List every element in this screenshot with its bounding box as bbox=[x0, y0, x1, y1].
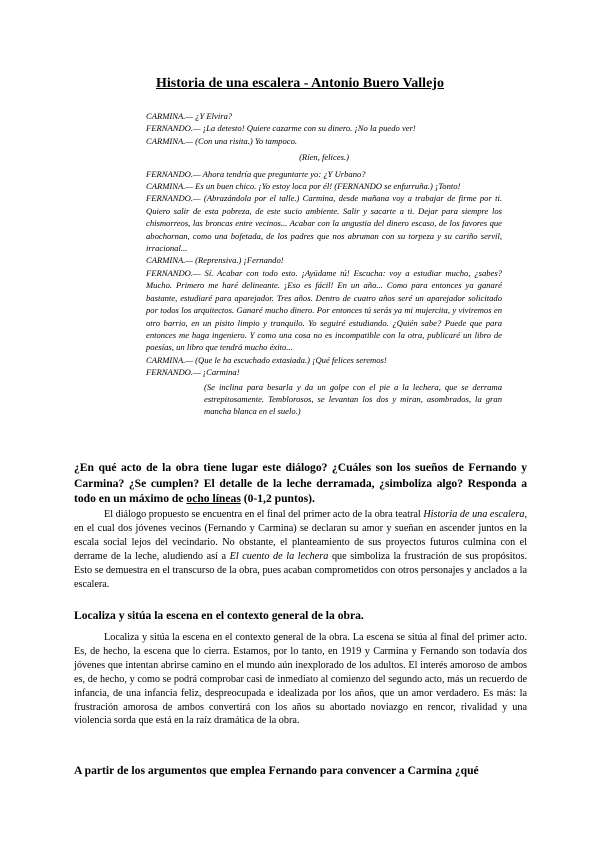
question-tail: (0-1,2 puntos). bbox=[240, 492, 315, 505]
question-1 bbox=[74, 460, 527, 507]
dialogue-line: CARMINA.— ¿Y Elvira? bbox=[146, 111, 233, 121]
dialogue-line: FERNANDO.— Sí. Acabar con todo esto. ¡Ayúdame tú! Escucha: voy a estudiar mucho, ¿sabes? Mucho. Primero me haré delineante. ¡Eso es fácil! En un año... Como para entonces ya ganaré bastante, estudiaré para aparejador. Tres años. Dentro de cuatro años seré un aparejador solicitado por todos los arquitectos. Ganaré mucho dinero. Por entonces tú serás ya mi mujercita, y viviremos en otro barrio, en un pisito limpio y tranquilo. Yo seguiré estudiando. ¿Quién sabe? Puede que para entonces me haga ingeniero. Y como una cosa no es incompatible con la otra, publicaré un libro de poesías, un libro que tendrá mucho éxito... bbox=[146, 267, 502, 353]
answer-text: Localiza y sitúa la escena en el contexto general de la obra. La escena se sitúa al final del primer acto. Es, de hecho, la escena que lo cierra. Estamos, por lo tanto, en 1919 y Carmina y Fernando son todavía dos jóvenes que intentan abrirse camino en el mundo aún inexplorado de los adultos. El interés amoroso de ambos es, de hecho, y como se podrá comprobar casi de inmediato al comienzo del segundo acto, más un recuerdo de infancia, de una infancia feliz, despreocupada e idealizada por los años, que un amor verdadero. Es más: la frustración amorosa de ambos convertirá con los años su abortado noviazgo en rencor, rivalidad y una violencia sorda que está en la raíz dramática de la obra. bbox=[74, 632, 527, 727]
answer-2 bbox=[74, 631, 527, 728]
stage-direction: (Se inclina para besarla y da un golpe con el pie a la lechera, que se derrama estrepitosamente. Temblorosos, se levantan los dos y miran, asombrados, la gran mancha blanca en el suelo.) bbox=[204, 381, 502, 417]
dialogue-excerpt bbox=[146, 110, 502, 418]
answer-italic: El cuento de la lechera bbox=[229, 550, 329, 562]
dialogue-line: CARMINA.— Es un buen chico. ¡Yo estoy loca por él! (FERNANDO se enfurruña.) ¡Tonto! bbox=[146, 181, 461, 192]
dialogue-line: CARMINA.— (Reprensiva.) ¡Fernando! bbox=[146, 255, 284, 266]
stage-direction: (Ríen, felices.) bbox=[299, 152, 349, 163]
dialogue-line: FERNANDO.— (Abrazándola por el talle.) Carmina, desde mañana voy a trabajar de firme por ti. Quiero salir de esta pobreza, de este sucio ambiente. Salir y sacarte a ti. Dejar para siempre los chismorreos, las broncas entre vecinos... Acabar con la angustia del dinero escaso, de los favores que abochornan, como una bofetada, de los padres que nos abruman con su torpeza y su cariño servil, irracional... bbox=[146, 193, 502, 254]
question-2: Localiza y sitúa la escena en el contexto general de la obra. bbox=[74, 609, 364, 622]
dialogue-line: FERNANDO.— ¡Carmina! bbox=[146, 367, 240, 378]
dialogue-line: FERNANDO.— Ahora tendría que preguntarte yo: ¿Y Urbano? bbox=[146, 168, 366, 179]
answer-italic: Historia de una escalera bbox=[423, 509, 525, 520]
document-title: Historia de una escalera - Antonio Buero Vallejo bbox=[156, 76, 444, 91]
answer-text: El diálogo propuesto se encuentra en el final del primer acto de la obra teatral bbox=[104, 509, 424, 520]
question-underlined: ocho líneas bbox=[186, 492, 241, 505]
dialogue-line: CARMINA.— (Que le ha escuchado extasiada.) ¡Qué felices seremos! bbox=[146, 354, 387, 365]
dialogue-line: FERNANDO.— ¡La detesto! Quiere cazarme con su dinero. ¡No la puedo ver! bbox=[146, 123, 416, 134]
question-text: ¿En qué acto de la obra tiene lugar este diálogo? ¿Cuáles son los sueños de Fernando y Carmina? ¿Se cumplen? El detalle de la leche derramada, ¿simboliza algo? Responda a todo en un máximo de bbox=[74, 461, 527, 505]
question-3: A partir de los argumentos que emplea Fernando para convencer a Carmina ¿qué bbox=[74, 764, 479, 777]
answer-text: , en el cual dos jóvenes vecinos (Fernando y Carmina) se declaran su amor y sueñan en ascender juntos en la escala social lejos del vecindario. No obstante, el planteamiento de sus proyectos futuros culmina con el derrame de la leche, aludiendo así a bbox=[74, 509, 527, 562]
answer-text: que simboliza la frustración de sus propósitos. Esto se demuestra en el transcurso de la obra, pues acaban comprometidos con otros personajes y anclados a la escalera. bbox=[74, 550, 528, 590]
answer-1 bbox=[74, 508, 527, 591]
dialogue-line: CARMINA.— (Con una risita.) Yo tampoco. bbox=[146, 135, 298, 146]
